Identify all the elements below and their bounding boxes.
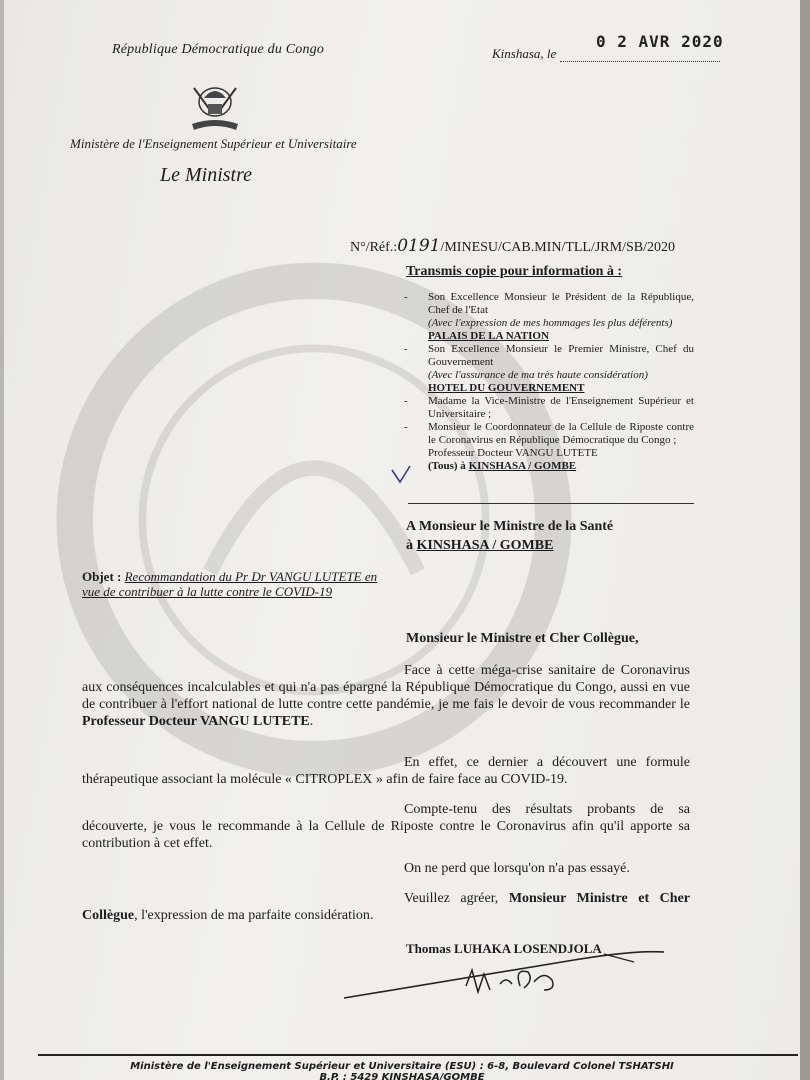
cc-divider bbox=[408, 503, 694, 504]
date-stamp: 0 2 AVR 2020 bbox=[596, 32, 724, 51]
city-prefix: Kinshasa, le bbox=[492, 46, 557, 61]
cc-place: HOTEL DU GOUVERNEMENT bbox=[428, 382, 585, 394]
le-ministre-header: Le Ministre bbox=[160, 164, 253, 186]
paragraph-text: Veuillez agréer, bbox=[404, 891, 509, 906]
recipient-block bbox=[406, 517, 613, 555]
cc-tous-place: KINSHASA / GOMBE bbox=[468, 460, 577, 472]
cc-tous: (Tous) à bbox=[428, 460, 469, 472]
reference-code: /MINESU/CAB.MIN/TLL/JRM/SB/2020 bbox=[440, 240, 675, 255]
body-paragraph-3 bbox=[82, 801, 690, 852]
paragraph-end: . bbox=[309, 714, 314, 729]
cc-item-vice-minister: - Madame la Vice-Ministre de l'Enseignement Supérieur et Universitaire ; bbox=[404, 395, 694, 420]
cc-item-prime-minister: - Son Excellence Monsieur le Premier Ministre, Chef du Gouvernement (Avec l'assurance de ma très haute considération) HOTEL DU GOUVERNEMENT bbox=[404, 343, 694, 394]
recipient-prefix: à bbox=[406, 538, 417, 553]
paragraph-text: Face à cette méga-crise sanitaire de Coronavirus aux conséquences incalculables et qui n'a pas épargné la République Démocratique du Congo, aussi en vue de contribuer à l'effort national de lutte contre cette pandémie, je me fais le devoir de vous recommander le bbox=[82, 663, 690, 712]
recipient-line: A Monsieur le Ministre de la Santé bbox=[406, 519, 614, 534]
recipient-place: KINSHASA / GOMBE bbox=[416, 538, 554, 553]
cc-line: Professeur Docteur VANGU LUTETE bbox=[428, 447, 598, 459]
subject-block bbox=[82, 569, 392, 599]
body-paragraph-2 bbox=[82, 754, 690, 788]
paragraph-text: En effet, ce dernier a découvert une formule thérapeutique associant la molécule « CITROPLEX » afin de faire face au COVID-19. bbox=[82, 755, 690, 787]
body-paragraph-1 bbox=[82, 662, 690, 730]
greeting: Monsieur le Ministre et Cher Collègue, bbox=[406, 631, 639, 646]
republic-header: République Démocratique du Congo bbox=[112, 42, 325, 57]
handwritten-check-icon bbox=[390, 464, 412, 486]
body-paragraph-4: On ne perd que lorsqu'on n'a pas essayé. bbox=[404, 861, 630, 876]
footer-divider bbox=[38, 1054, 798, 1056]
reference-number bbox=[350, 236, 675, 256]
cc-item-professor bbox=[402, 447, 694, 473]
closing-address: Monsieur Ministre et Cher Collègue bbox=[82, 891, 690, 923]
cc-line: Monsieur le Coordonnateur de la Cellule de Riposte contre le Coronavirus en République Démocratique du Congo ; bbox=[428, 421, 694, 446]
subject-label: Objet : bbox=[82, 569, 122, 584]
cc-item-president: - Son Excellence Monsieur le Président de la République, Chef de l'Etat (Avec l'expression de mes hommages les plus déférents) PALAIS DE LA NATION bbox=[404, 291, 694, 342]
ministry-header: Ministère de l'Enseignement Supérieur et Universitaire bbox=[70, 136, 357, 151]
footer-line-1: Ministère de l'Enseignement Supérieur et Universitaire (ESU) : 6-8, Boulevard Colonel TSHATSHI bbox=[130, 1061, 674, 1072]
reference-prefix: N°/Réf.: bbox=[350, 240, 398, 255]
cc-note: (Avec l'expression de mes hommages les plus déférents) bbox=[428, 317, 673, 329]
footer-line-2: B.P. : 5429 KINSHASA/GOMBE bbox=[319, 1072, 485, 1080]
cc-line: Son Excellence Monsieur le Président de la République, Chef de l'Etat bbox=[428, 291, 694, 316]
recipient-place-line bbox=[406, 536, 613, 555]
closing-paragraph bbox=[82, 890, 690, 924]
paragraph-text: Compte-tenu des résultats probants de sa découverte, je vous le recommande à la Cellule de Riposte contre le Coronavirus afin qu'il apporte sa contribution à cet effet. bbox=[82, 802, 690, 851]
cc-list bbox=[402, 291, 694, 473]
reference-handwritten-number: 0191 bbox=[397, 236, 441, 256]
cc-note: (Avec l'assurance de ma très haute considération) bbox=[428, 369, 648, 381]
transmis-heading: Transmis copie pour information à : bbox=[406, 264, 623, 279]
signatory-name: Thomas LUHAKA LOSENDJOLA bbox=[406, 941, 602, 956]
desk-edge bbox=[800, 0, 810, 1080]
cc-line: Madame la Vice-Ministre de l'Enseignement Supérieur et Universitaire ; bbox=[428, 395, 694, 420]
cc-tous-line bbox=[428, 460, 694, 473]
subject-text: Recommandation du Pr Dr VANGU LUTETE en vue de contribuer à la lutte contre le COVID-19 bbox=[82, 569, 378, 599]
professor-name: Professeur Docteur VANGU LUTETE bbox=[82, 714, 310, 729]
paragraph-end: , l'expression de ma parfaite considération. bbox=[134, 908, 374, 923]
footer-address bbox=[4, 1061, 800, 1080]
cc-item-coordinator: - Monsieur le Coordonnateur de la Cellule de Riposte contre le Coronavirus en République Démocratique du Congo ; bbox=[404, 421, 694, 446]
cc-line: Son Excellence Monsieur le Premier Ministre, Chef du Gouvernement bbox=[428, 343, 694, 368]
coat-of-arms-icon bbox=[182, 80, 248, 136]
handwritten-signature bbox=[334, 940, 674, 1010]
cc-place: PALAIS DE LA NATION bbox=[428, 330, 549, 342]
letter-page bbox=[4, 0, 800, 1080]
